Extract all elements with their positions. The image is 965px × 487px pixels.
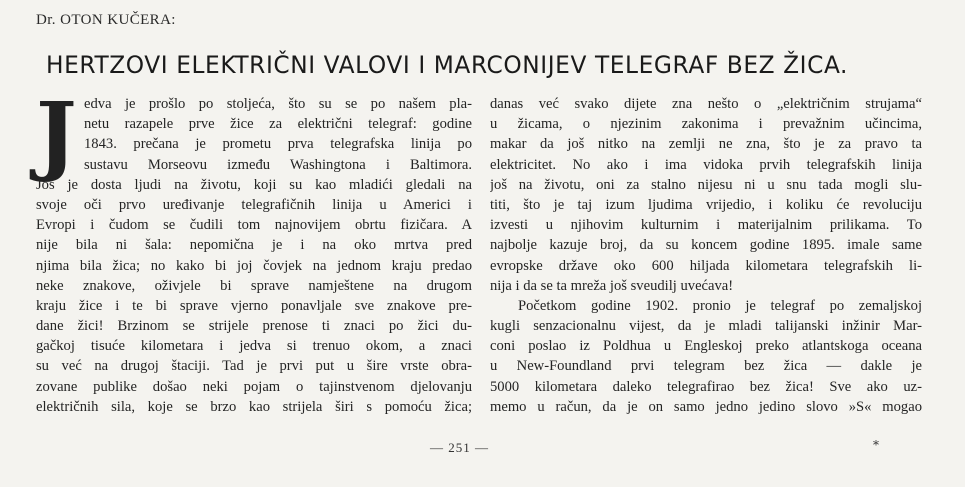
- page-number: — 251 —: [430, 440, 489, 455]
- text-line: coni poslao iz Poldhua u Engleskoj preko atlantskoga oceana: [490, 338, 922, 355]
- article-title: HERTZOVI ELEKTRIČNI VALOVI I MARCONIJEV TELEGRAF BEZ ŽICA.: [46, 51, 849, 79]
- text-line: memo u račun, da je on samo jedno jedino slovo »S« mogao: [490, 398, 922, 415]
- text-line: u žicama, o njezinim zakonima i prevažnim učincima,: [490, 116, 922, 133]
- text-line: njima bila žica; no kako bi joj čovjek na jednom kraju predao: [36, 257, 472, 274]
- margin-mark: *: [873, 438, 879, 452]
- text-line: netu razapele prve žice za električni telegraf: godine: [84, 116, 472, 133]
- text-line: izvesti u njihovim kulturnim i materijalnim prilikama. To: [490, 217, 922, 234]
- text-line: kraju žice i te bi sprave vjerno ponavljale sve znakove pre-: [36, 297, 472, 314]
- text-line: 5000 kilometara daleko telegrafirao bez žica! Sve ako uz-: [490, 378, 922, 395]
- text-line: gačkoj tisuće kilometara i jedva si trenuo okom, a znaci: [36, 338, 472, 355]
- text-line: edva je prošlo po stoljeća, što su se po našem pla-: [84, 96, 472, 112]
- text-line: još na životu, oni za stalno nijesu ni u snu tada mogli slu-: [490, 176, 922, 193]
- drop-cap-letter: J: [36, 84, 77, 185]
- text-line: Početkom godine 1902. pronio je telegraf po zemaljskoj: [518, 297, 922, 314]
- text-line: električnih sila, koje se brzo kao strijela širi s pomoću žica;: [36, 398, 472, 415]
- left-text-column: [36, 84, 472, 417]
- text-line: evropske države oko 600 hiljada kilometara telegrafskih li-: [490, 257, 922, 274]
- text-line: u New-Foundland prvi telegram bez žica — dakle je: [490, 358, 922, 375]
- text-line: elektricitet. No ako i ima vidoka prvih telegrafskih linija: [490, 156, 922, 173]
- text-line: Još je dosta ljudi na životu, koji su kao mladići gledali na: [36, 176, 472, 193]
- text-line: nije bila ni šala: nepomična je i na oko mrtva pred: [36, 237, 472, 254]
- text-line: zovane publike došao neki pojam o tajinstvenom djelovanju: [36, 378, 472, 395]
- author-name: Dr. OTON KUČERA:: [36, 12, 176, 28]
- text-line: danas već svako dijete zna nešto o „električnim strujama“: [490, 96, 922, 112]
- text-line: Evropi i čudom se čudili tom najnovijem obrtu fizičara. A: [36, 217, 472, 234]
- text-line: kugli senzacionalnu vijest, da je mladi talijanski inžinir Mar-: [490, 318, 922, 335]
- right-text-column: [490, 94, 922, 417]
- text-line: svoje oči prvo uređivanje telegrafičnih linija u Americi i: [36, 196, 472, 213]
- text-line: nija i da se ta mreža još sveudilj uvećava!: [490, 277, 734, 294]
- text-line: makar da još nitko na zemlji ne zna, što je za pravo ta: [490, 136, 922, 153]
- text-line: dane žici! Brzinom se strijele prenose ti znaci po žici du-: [36, 318, 472, 335]
- text-line: su već na drugoj štaciji. Tad je prvi put u šire vrste obra-: [36, 358, 472, 375]
- text-line: neke znakove, oživjele bi sprave namještene na drugom: [36, 277, 472, 294]
- text-line: titi, što je taj izum ljudima vrijedio, i koliku će revoluciju: [490, 196, 922, 213]
- text-line: sustavu Morseovu između Washingtona i Baltimora.: [84, 156, 472, 173]
- text-line: najbolje kazuje broj, da su koncem godine 1895. imale same: [490, 237, 922, 254]
- text-line: 1843. prečana je prometu prva telegrafska linija po: [84, 136, 472, 153]
